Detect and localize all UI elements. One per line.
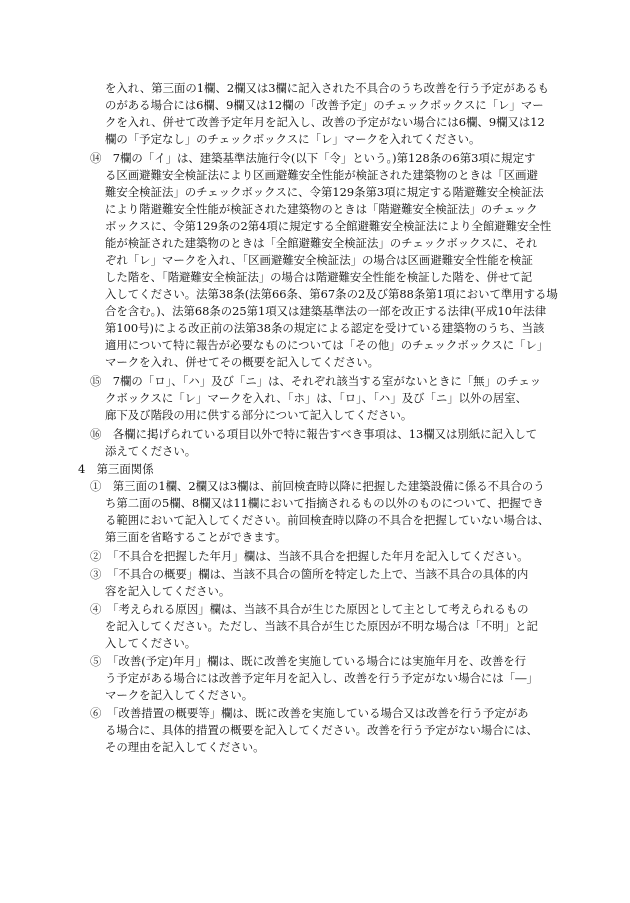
text-line: により階避難安全性能が検証された建築物のときは「階避難安全検証法」のチェック	[105, 202, 538, 216]
text-line: ② 「不具合を把握した年月」欄は、当該不具合を把握した年月を記入してください。	[90, 549, 529, 563]
text-line: ⑤ 「改善(予定)年月」欄は、既に改善を実施している場合には実施年月を、改善を行	[90, 654, 527, 668]
text-line: 第100号)による改正前の法第38条の規定による認定を受けている建築物のうち、当該	[105, 321, 545, 335]
text-line: ぞれ「レ」マークを入れ、「区画避難安全検証法」の場合は区画避難安全性能を検証	[105, 253, 533, 267]
text-line: 適用について特に報告が必要なものについては「その他」のチェックボックスに「レ」	[105, 338, 549, 352]
text-line: した階を、「階避難安全検証法」の場合は階避難安全性能を検証した階を、併せて記	[105, 270, 533, 284]
text-line: ボックスに、令第129条の2第4項に規定する全館避難安全検証法により全館避難安全性	[105, 219, 552, 233]
text-line: クボックスに「レ」マークを入れ、「ホ」は、「ロ」、「ハ」及び「ニ」以外の居室、	[105, 391, 528, 405]
text-line: る区画避難安全検証法により区画避難安全性能が検証された建築物のときは「区画避	[105, 168, 538, 182]
text-line: マークを入れ、併せてその概要を記入してください。	[105, 355, 380, 369]
text-line: ⑥ 「改善措置の概要等」欄は、既に改善を実施している場合又は改善を行う予定があ	[90, 706, 529, 720]
text-line: ① 第三面の1欄、2欄又は3欄は、前回検査時以降に把握した建築設備に係る不具合のう	[90, 479, 545, 493]
text-line: ④ 「考えられる原因」欄は、当該不具合が生じた原因として主として考えられるもの	[90, 602, 529, 616]
text-line: 欄の「予定なし」のチェックボックスに「レ」マークを入れてください。	[105, 132, 481, 146]
text-line: ⑭ 7欄の「イ」は、建築基準法施行令(以下「令」という。)第128条の6第3項に規定す	[90, 151, 536, 165]
text-line: のがある場合には6欄、9欄又は12欄の「改善予定」のチェックボックスに「レ」マー	[105, 98, 544, 112]
text-line: 容を記入してください。	[105, 584, 231, 598]
text-line: 入してください。法第38条(法第66条、第67条の2及び第88条第1項において準用する場	[105, 287, 558, 301]
text-line: 能が検証された建築物のときは「全館避難安全検証法」のチェックボックスに、それ	[105, 236, 538, 250]
text-line: ⑯ 各欄に掲げられている項目以外で特に報告すべき事項は、13欄又は別紙に記入して	[90, 427, 538, 441]
text-line: を入れ、第三面の1欄、2欄又は3欄に記入された不具合のうち改善を行う予定があるも	[105, 81, 549, 95]
text-line: マークを記入してください。	[105, 688, 254, 702]
text-line: 入してください。	[105, 636, 197, 650]
section-heading: 4 第三面関係	[78, 462, 154, 476]
text-line: ち第二面の5欄、8欄又は11欄において指摘されるもの以外のものについて、把握でき	[105, 496, 544, 510]
text-line: その理由を記入してください。	[105, 740, 265, 754]
text-line: る場合に、具体的措置の概要を記入してください。改善を行う予定がない場合には、	[105, 723, 538, 737]
text-line: ③ 「不具合の概要」欄は、当該不具合の箇所を特定した上で、当該不具合の具体的内	[90, 567, 529, 581]
text-line: 合を含む。)、法第68条の25第1項又は建築基準法の一部を改正する法律(平成10年法律	[105, 304, 547, 318]
text-line: 第三面を省略することができます。	[105, 530, 287, 544]
text-line: う予定がある場合には改善予定年月を記入し、改善を行う予定がない場合には「―」	[105, 671, 538, 685]
text-line: ⑮ 7欄の「ロ」、「ハ」及び「ニ」は、それぞれ該当する室がないときに「無」のチェッ	[90, 374, 542, 388]
text-line: クを入れ、併せて改善予定年月を記入し、改善の予定がない場合には6欄、9欄又は12	[105, 115, 545, 129]
text-line: る範囲において記入してください。前回検査時以降の不具合を把握していない場合は、	[105, 513, 550, 527]
text-line: 添えてください。	[105, 444, 197, 458]
text-line: 難安全検証法」のチェックボックスに、令第129条第3項に規定する階避難安全検証法	[105, 185, 544, 199]
text-line: 廊下及び階段の用に供する部分について記入してください。	[105, 408, 413, 422]
text-line: を記入してください。ただし、当該不具合が生じた原因が不明な場合は「不明」と記	[105, 619, 538, 633]
